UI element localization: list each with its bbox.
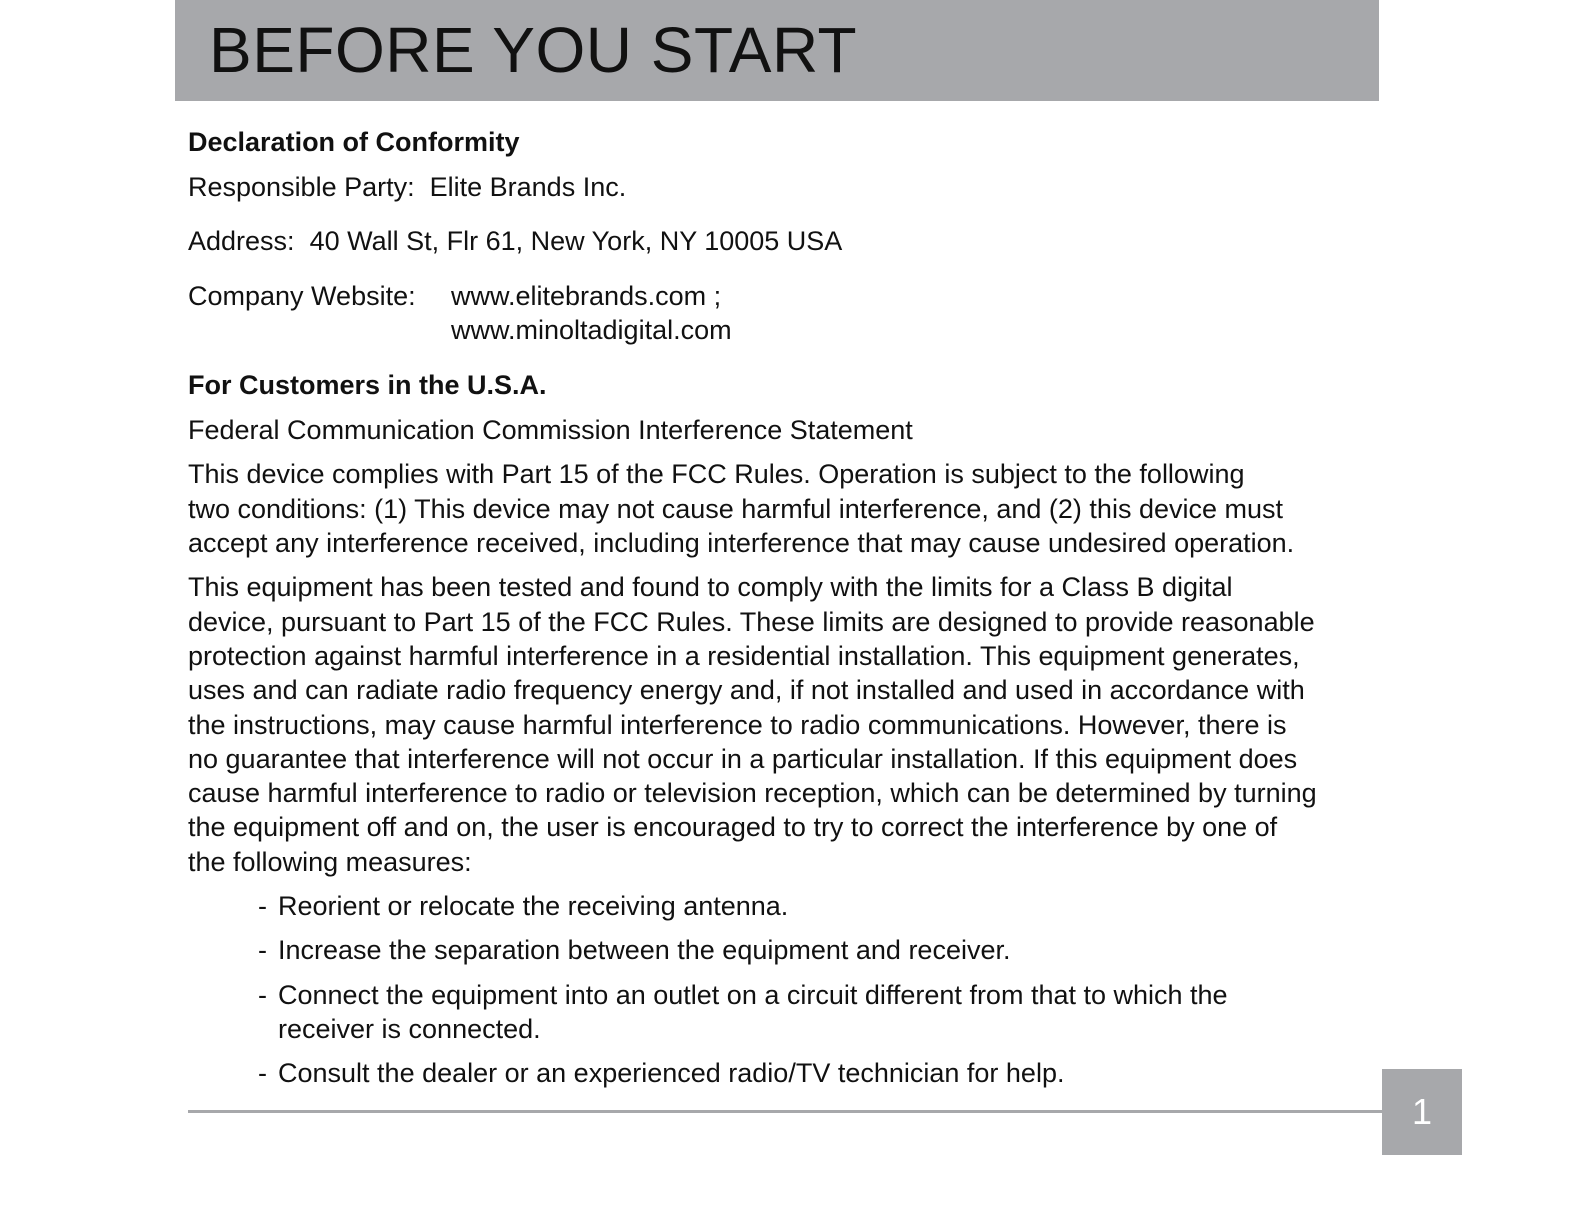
paragraph-line: This equipment has been tested and found to comply with the limits for a Class B digital <box>188 572 1233 603</box>
measure-item <box>258 889 1388 923</box>
fcc-statement-title: Federal Communication Commission Interference Statement <box>188 415 913 446</box>
measure-text: Consult the dealer or an experienced radio/TV technician for help. <box>278 1058 1065 1089</box>
main-content <box>188 124 1388 1101</box>
equipment-paragraph <box>188 570 1388 879</box>
paragraph-line: uses and can radiate radio frequency energy and, if not installed and used in accordance with <box>188 675 1305 706</box>
page-title: BEFORE YOU START <box>209 14 858 86</box>
website-row <box>188 279 1388 348</box>
measures-list <box>188 889 1388 1090</box>
header-band <box>175 0 1379 101</box>
paragraph-line: no guarantee that interference will not occur in a particular installation. If this equipment does <box>188 743 1298 774</box>
compliance-paragraph <box>188 457 1388 560</box>
measure-text: Increase the separation between the equipment and receiver. <box>278 935 1011 966</box>
paragraph-line: the following measures: <box>188 846 472 877</box>
paragraph-line: the instructions, may cause harmful interference to radio communications. However, there is <box>188 709 1287 740</box>
paragraph-line: device, pursuant to Part 15 of the FCC Rules. These limits are designed to provide reasonable <box>188 606 1315 637</box>
measure-item <box>258 933 1388 967</box>
address-row <box>188 224 1388 258</box>
paragraph-line: protection against harmful interference in a residential installation. This equipment generates, <box>188 640 1300 671</box>
measure-text: Reorient or relocate the receiving antenna. <box>278 891 789 922</box>
responsible-party-value: Elite Brands Inc. <box>429 172 627 202</box>
bullet-dash: - <box>258 1058 267 1089</box>
bullet-dash: - <box>258 891 267 922</box>
footer-divider <box>188 1110 1382 1113</box>
responsible-party-row <box>188 170 1388 204</box>
bullet-dash: - <box>258 979 267 1010</box>
website-url[interactable]: www.elitebrands.com ; <box>451 280 722 311</box>
website-url[interactable]: www.minoltadigital.com <box>451 314 732 345</box>
paragraph-line: cause harmful interference to radio or television reception, which can be determined by turning <box>188 778 1317 809</box>
page-number: 1 <box>1382 1069 1462 1155</box>
website-label: Company Website: <box>188 280 416 311</box>
measure-item <box>258 1056 1388 1090</box>
website-list <box>451 279 732 348</box>
declaration-heading: Declaration of Conformity <box>188 127 520 157</box>
responsible-party-label: Responsible Party: <box>188 172 415 202</box>
bullet-dash: - <box>258 935 267 966</box>
address-value: 40 Wall St, Flr 61, New York, NY 10005 USA <box>309 226 843 257</box>
paragraph-line: two conditions: (1) This device may not cause harmful interference, and (2) this device must <box>188 493 1284 524</box>
usa-heading: For Customers in the U.S.A. <box>188 370 547 401</box>
paragraph-line: accept any interference received, including interference that may cause undesired operation. <box>188 528 1295 559</box>
measure-item <box>258 978 1388 1047</box>
measure-text: Connect the equipment into an outlet on a circuit different from that to which the receiver is connected. <box>278 979 1228 1044</box>
paragraph-line: the equipment off and on, the user is encouraged to try to correct the interference by one of <box>188 812 1278 843</box>
paragraph-line: This device complies with Part 15 of the FCC Rules. Operation is subject to the following <box>188 459 1245 490</box>
address-label: Address: <box>188 226 295 257</box>
